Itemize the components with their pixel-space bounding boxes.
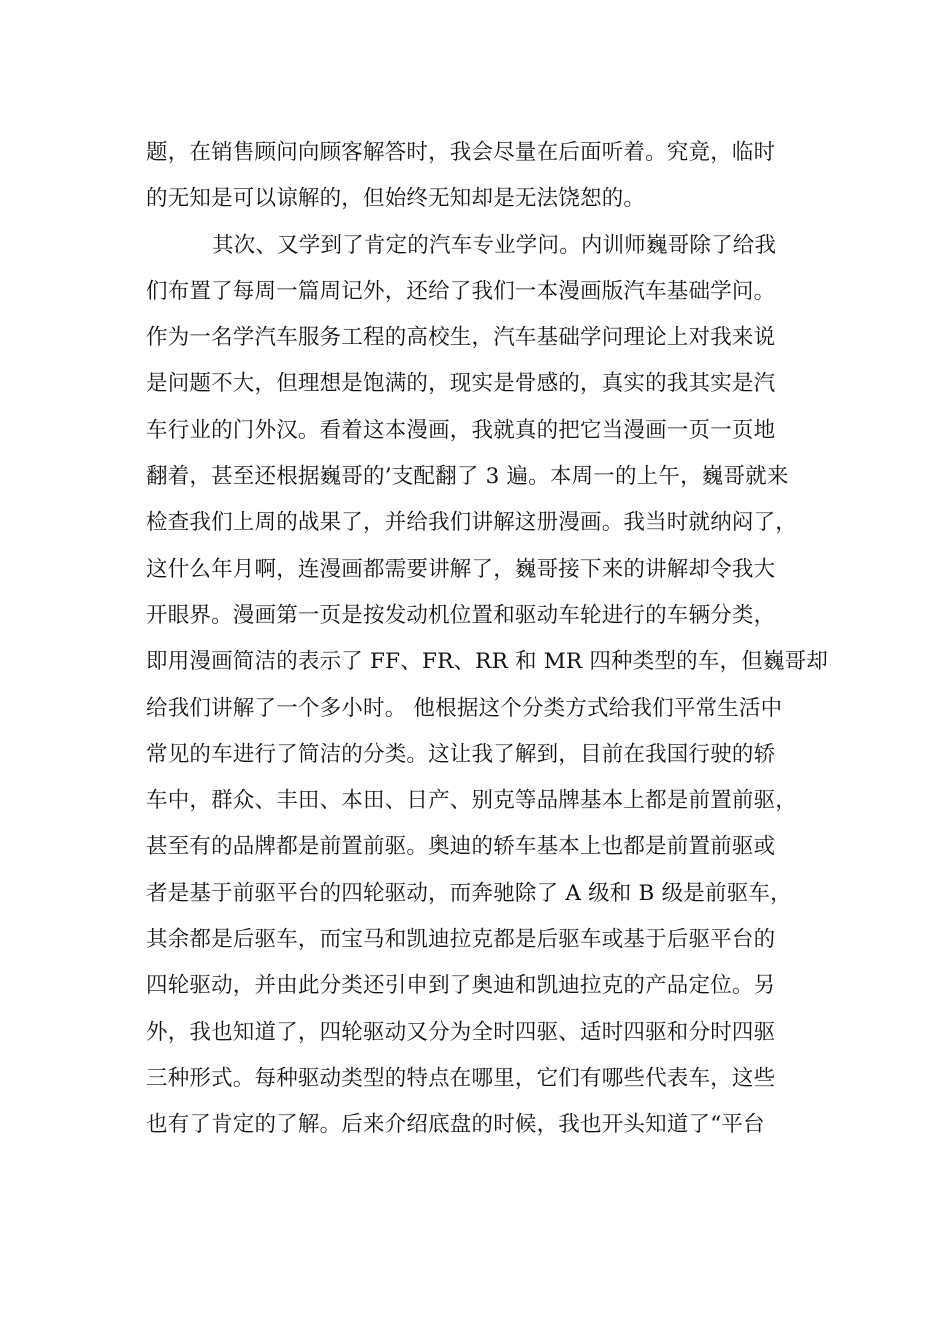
text-line: 即用漫画简洁的表示了 FF、FR、RR 和 MR 四种类型的车，但巍哥却	[146, 649, 829, 675]
text-line: 车中，群众、丰田、本田、日产、别克等品牌基本上都是前置前驱，	[146, 788, 798, 814]
text-line: 开眼界。漫画第一页是按发动机位置和驱动车轮进行的车辆分类，	[146, 602, 776, 628]
text-line: 这什么年月啊，连漫画都需要讲解了，巍哥接下来的讲解却令我大	[146, 556, 776, 582]
text-line: 三种形式。每种驱动类型的特点在哪里，它们有哪些代表车，这些	[146, 1065, 776, 1091]
text-line: 外，我也知道了，四轮驱动又分为全时四驱、适时四驱和分时四驱	[146, 1019, 776, 1045]
text-line: 的无知是可以谅解的，但始终无知却是无法饶恕的。	[146, 186, 646, 212]
text-line: 给我们讲解了一个多小时。 他根据这个分类方式给我们平常生活中	[146, 695, 783, 721]
text-line: 题，在销售顾问向顾客解答时，我会尽量在后面听着。究竟，临时	[146, 140, 776, 165]
text-line: 作为一名学汽车服务工程的高校生，汽车基础学问理论上对我来说	[146, 325, 776, 351]
text-line: 常见的车进行了简洁的分类。这让我了解到，目前在我国行驶的轿	[146, 741, 776, 767]
text-line: 甚至有的品牌都是前置前驱。奥迪的轿车基本上也都是前置前驱或	[146, 834, 776, 860]
body-text	[146, 130, 829, 1149]
text-line: 是问题不大，但理想是饱满的，现实是骨感的，真实的我其实是汽	[146, 371, 776, 397]
text-line: 四轮驱动，并由此分类还引申到了奥迪和凯迪拉克的产品定位。另	[146, 973, 776, 999]
text-line-paragraph-start: 其次、又学到了肯定的汽车专业学问。内训师巍哥除了给我	[212, 232, 777, 258]
text-line: 其余都是后驱车，而宝马和凯迪拉克都是后驱车或基于后驱平台的	[146, 927, 776, 953]
text-line: 们布置了每周一篇周记外，还给了我们一本漫画版汽车基础学问。	[146, 278, 776, 304]
text-line: 也有了肯定的了解。后来介绍底盘的时候，我也开头知道了“平台	[146, 1112, 765, 1138]
text-line: 检查我们上周的战果了，并给我们讲解这册漫画。我当时就纳闷了，	[146, 510, 798, 536]
text-line: 者是基于前驱平台的四轮驱动，而奔驰除了 A 级和 B 级是前驱车，	[146, 880, 792, 906]
text-line: 车行业的门外汉。看着这本漫画，我就真的把它当漫画一页一页地	[146, 417, 776, 443]
text-line: 翻着，甚至还根据巍哥的’支配翻了 3 遍。本周一的上午，巍哥就来	[146, 464, 789, 490]
